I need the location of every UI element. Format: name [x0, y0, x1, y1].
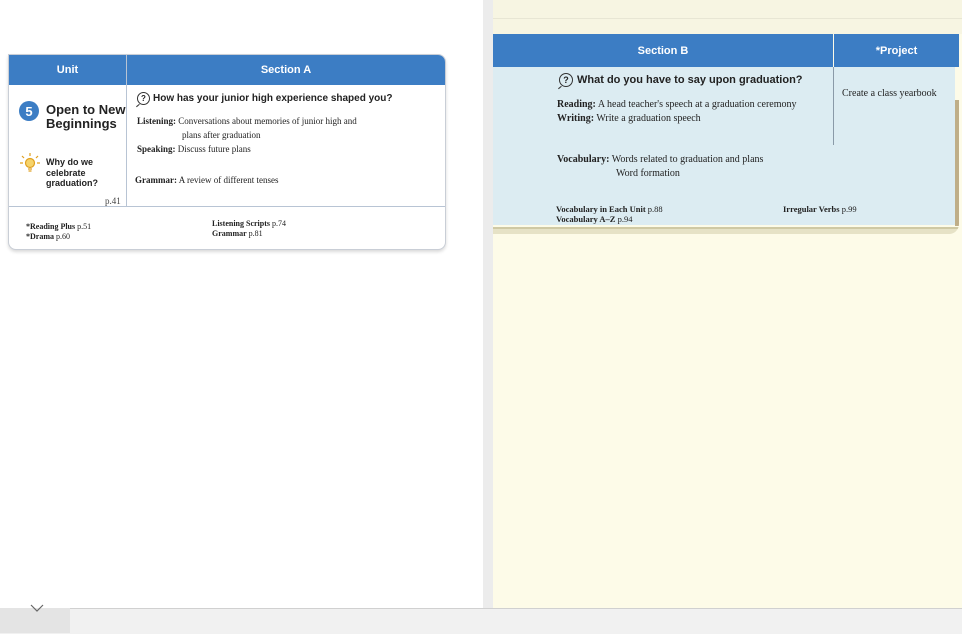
unit-guiding-question: Why do we celebrate graduation? [46, 157, 98, 188]
vocab-az-label: Vocabulary A–Z [556, 214, 616, 224]
grammar-row [135, 174, 279, 186]
vocabulary-row [557, 153, 763, 166]
project-header: *Project [834, 34, 959, 67]
reading-plus-page: p.51 [77, 222, 92, 231]
listening-row [137, 115, 357, 127]
unit-number-badge: 5 [19, 101, 39, 121]
project-text: Create a class yearbook [842, 88, 937, 99]
question-bubble-icon: ? [137, 92, 150, 105]
irregular-verbs-label: Irregular Verbs [783, 204, 840, 214]
reading-text: A head teacher's speech at a graduation ceremony [597, 99, 797, 110]
vocab-az-page: p.94 [617, 214, 633, 224]
chevron-down-icon[interactable] [30, 603, 44, 613]
footer-grammar[interactable] [212, 229, 263, 239]
footer-irregular-verbs[interactable] [783, 204, 857, 214]
irregular-verbs-page: p.99 [841, 204, 857, 214]
vocab-each-unit-label: Vocabulary in Each Unit [556, 204, 646, 214]
column-divider [126, 55, 127, 207]
section-a-question: How has your junior high experience shaped you? [153, 93, 393, 104]
writing-text: Write a graduation speech [596, 113, 701, 124]
page-gutter [483, 0, 493, 608]
unit-header: Unit [9, 55, 126, 85]
reading-label: Reading: [557, 99, 596, 110]
speaking-label: Speaking: [137, 144, 176, 154]
writing-row [557, 112, 701, 125]
drama-page: p.60 [56, 232, 70, 241]
grammar-text: A review of different tenses [178, 175, 279, 185]
listening-text-2: plans after graduation [182, 130, 261, 140]
speaking-text: Discuss future plans [177, 144, 251, 154]
speaking-row [137, 143, 251, 155]
section-a-header: Section A [127, 55, 445, 85]
vocabulary-text-2: Word formation [616, 168, 680, 179]
section-b-question: What do you have to say upon graduation? [577, 74, 803, 86]
listening-scripts-page: p.74 [272, 219, 287, 228]
writing-label: Writing: [557, 113, 595, 124]
listening-scripts-label: Listening Scripts [212, 219, 271, 228]
right-page-top-rule [493, 18, 962, 19]
grammar-ref-label: Grammar [212, 229, 247, 238]
unit-page-number: p.41 [105, 196, 121, 206]
vocab-each-unit-page: p.88 [647, 204, 663, 214]
vocabulary-text-1: Words related to graduation and plans [611, 154, 764, 165]
question-bubble-icon: ? [559, 73, 573, 87]
section-b-header: Section B [493, 34, 833, 67]
card-edge-shadow [955, 100, 959, 226]
right-page-top-band [493, 0, 962, 34]
reading-plus-label: *Reading Plus [26, 222, 76, 231]
listening-text-1: Conversations about memories of junior high and [178, 116, 357, 126]
footer-vocab-each-unit[interactable] [556, 204, 663, 214]
grammar-label: Grammar: [135, 175, 177, 185]
footer-listening-scripts[interactable] [212, 219, 286, 229]
listening-label: Listening: [137, 116, 177, 126]
right-footer-band [493, 227, 959, 234]
section-a-question-row [137, 92, 393, 105]
drama-label: *Drama [26, 232, 54, 241]
grammar-ref-page: p.81 [248, 229, 263, 238]
unit-table-left [8, 54, 446, 250]
section-b-question-row [559, 73, 803, 87]
footer-drama[interactable] [26, 232, 70, 242]
lightbulb-icon [19, 152, 41, 174]
vocabulary-label: Vocabulary: [557, 154, 610, 165]
row-divider [9, 206, 445, 207]
project-column-divider [833, 67, 834, 145]
unit-table-right [493, 34, 959, 234]
footer-vocab-az[interactable] [556, 214, 632, 224]
footer-reading-plus[interactable] [26, 222, 91, 232]
reading-row [557, 98, 797, 111]
viewer-bottom-bar [0, 608, 962, 634]
unit-title: Open to New Beginnings [46, 102, 126, 131]
